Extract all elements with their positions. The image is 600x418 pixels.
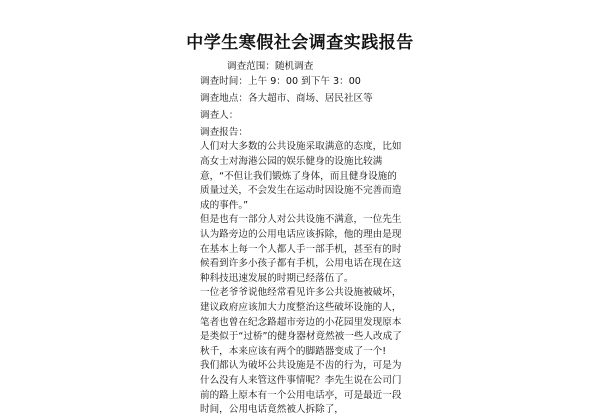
report-title: 中学生寒假社会调查实践报告 [186,33,414,53]
report-body [200,60,405,418]
paragraph: 但是也有一部分人对公共设施不满意，一位先生认为路旁边的公用电话应该拆除，他的理由是现在基本上每一个人都人手一部手机，甚至有的时候看到许多小孩子都有手机，公用电话在现在这种科技迅速发展的时期已经落伍了。 [200,214,402,284]
survey-time: 调查时间：上午 9：00 到下午 3：00 [200,75,361,87]
survey-scope: 调查范围：随机调查 [227,61,314,72]
paragraph: 人们对大多数的公共设施采取满意的态度，比如高女士对海港公园的娱乐健身的设施比较满意，“不但让我们锻炼了身体，而且健身设施的质量过关，不会发生在运动时因设施不完善而造成的事件。” [200,141,402,211]
paragraph: 一位老爷爷说他经常看见许多公共设施被破坏，建议政府应该加大力度整治这些破坏设施的人，笔者也曾在纪念路超市旁边的小花园里发现原本是类似于“过桥”的健身器材竟然被一些人改成了秋千，本来应该有两个的脚踏器变成了一个! [200,287,402,357]
survey-location: 调查地点：各大超市、商场、居民社区等 [200,92,373,104]
surveyor: 调查人： [200,109,239,121]
report-heading: 调查报告： [200,126,248,138]
paragraph: 我们都认为破坏公共设施是不齿的行为，可是为什么没有人来管这件事情呢？李先生说在公司门前的路上原本有一个公用电话亭，可是最近一段时间，公用电话竟然被人拆除了， [200,360,402,416]
